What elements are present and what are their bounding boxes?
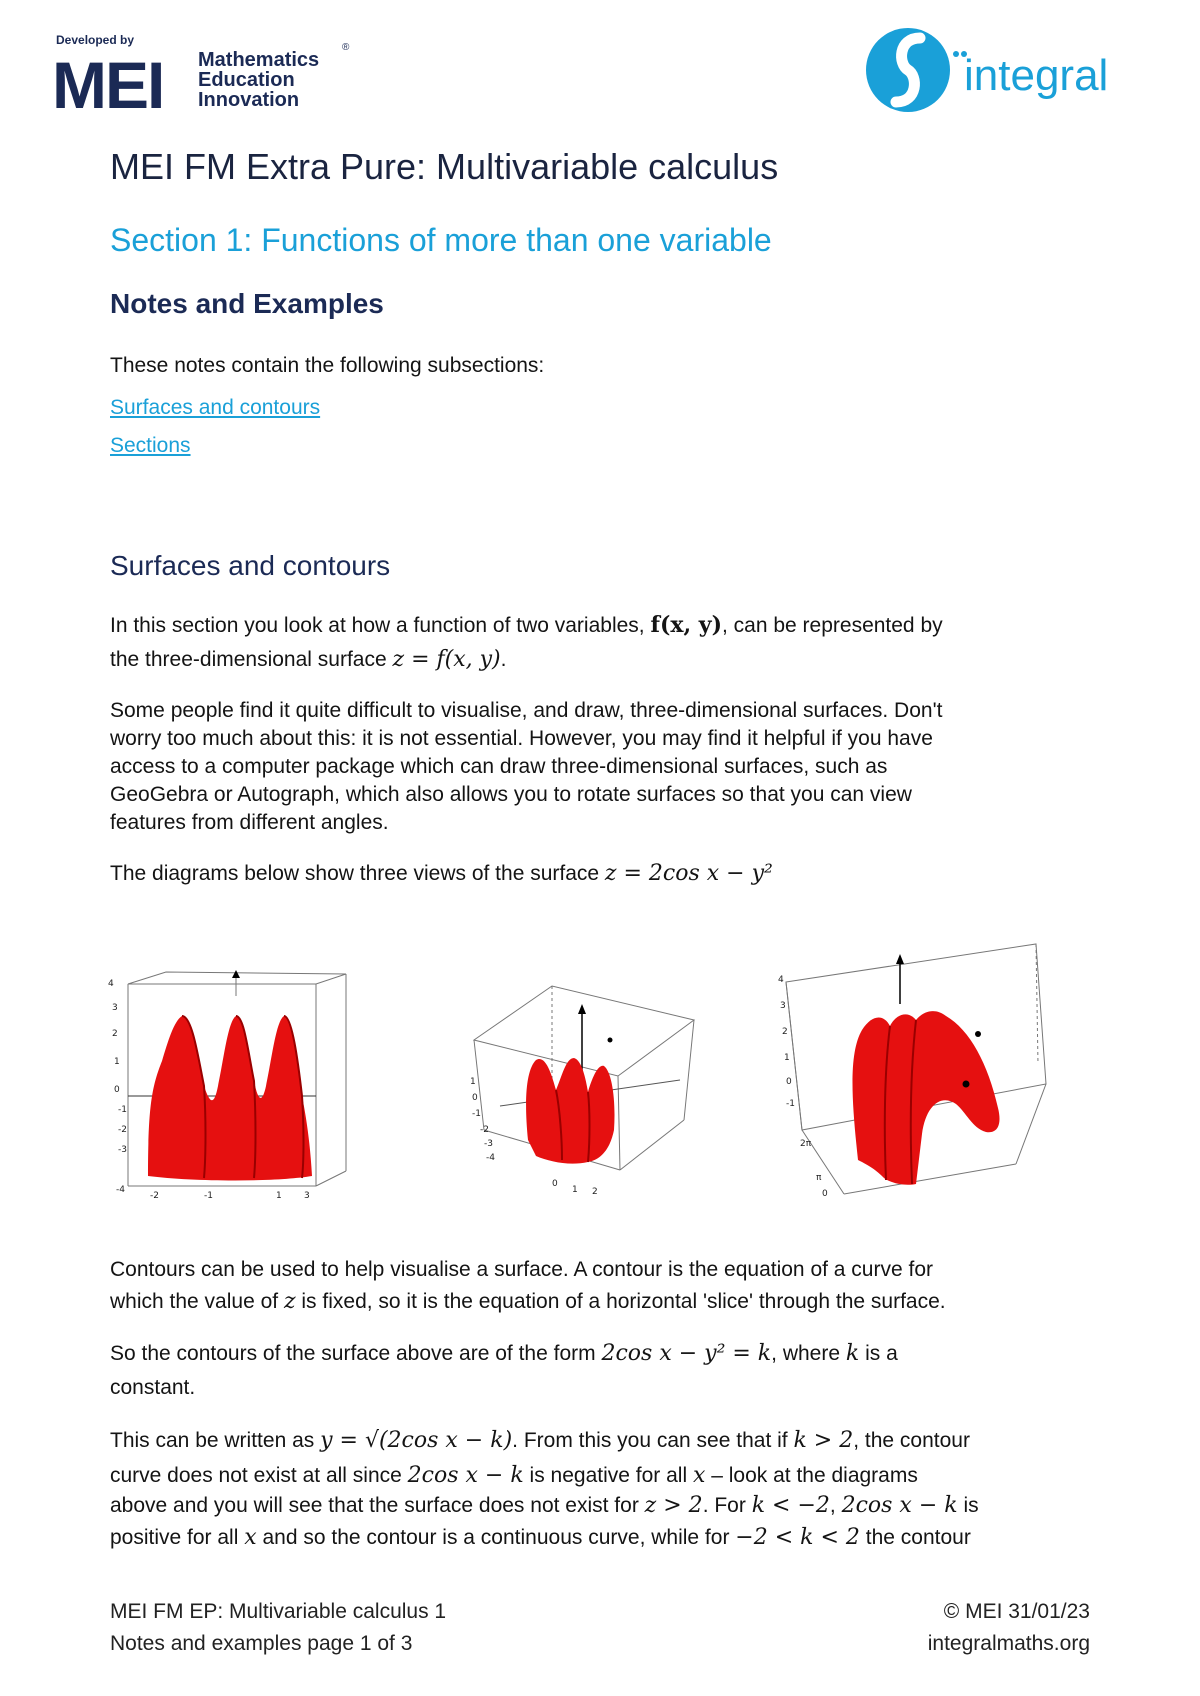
document-title: MEI FM Extra Pure: Multivariable calculus <box>110 146 779 187</box>
paragraph-1-line-1: In this section you look at how a function of two variables, f(x, y), can be represented by <box>110 612 943 638</box>
plot2-label: -2 <box>480 1125 489 1135</box>
mei-name-line3: Innovation <box>198 89 300 111</box>
plot2-label: 0 <box>472 1093 478 1103</box>
plot1-label: -3 <box>118 1145 127 1155</box>
plot1-label: 1 <box>114 1057 120 1067</box>
math-f-of-xy: f(x, y) <box>650 612 722 638</box>
plot2-label: 2 <box>592 1187 598 1197</box>
plot1-label: -1 <box>204 1191 213 1201</box>
paragraph-2-line-1: Some people find it quite difficult to visualise, and draw, three-dimensional surfaces. Don't <box>110 699 943 722</box>
plot2-label: 0 <box>552 1179 558 1189</box>
registered-mark-icon: ® <box>342 42 350 53</box>
plot3-label: 2 <box>782 1027 788 1037</box>
paragraph-6-line-2: curve does not exist at all since 2cos x − k is negative for all x – look at the diagrams <box>110 1463 918 1488</box>
paragraph-5-line-1: So the contours of the surface above are of the form 2cos x − y² = k, where k is a <box>110 1341 898 1366</box>
paragraph-3: The diagrams below show three views of the surface z = 2cos x − y² <box>110 861 773 886</box>
paragraph-6-line-3: above and you will see that the surface does not exist for z > 2. For k < −2, 2cos x − k is <box>110 1493 979 1518</box>
integral-logo <box>862 24 1162 116</box>
plot1-label: 3 <box>304 1191 310 1201</box>
paragraph-5-line-2: constant. <box>110 1376 196 1399</box>
paragraph-1-line-2: the three-dimensional surface z = f(x, y). <box>110 647 507 672</box>
integral-wordmark: integral <box>964 51 1109 100</box>
plot1-label: 1 <box>276 1191 282 1201</box>
plot1-label: -4 <box>116 1185 125 1195</box>
mei-name-line2: Education <box>198 69 295 91</box>
plot2-label: -3 <box>484 1139 493 1149</box>
paragraph-4-line-2: which the value of z is fixed, so it is the equation of a horizontal 'slice' through the surface. <box>110 1289 946 1314</box>
plot3-label: 2π <box>800 1139 812 1149</box>
plot3-label: 0 <box>822 1189 828 1199</box>
link-sections[interactable]: Sections <box>110 434 191 457</box>
footer-copyright: © MEI 31/01/23 <box>943 1600 1090 1623</box>
plot1-label: 0 <box>114 1085 120 1095</box>
plot3-label: 0 <box>786 1077 792 1087</box>
mei-wordmark: MEI <box>52 48 164 112</box>
notes-heading: Notes and Examples <box>110 288 384 319</box>
plot3-label: π <box>816 1173 822 1183</box>
intro-text: These notes contain the following subsections: <box>110 354 545 377</box>
surface-plot-front-view <box>106 966 356 1202</box>
surface-plot-angled-view <box>470 980 700 1198</box>
plot3-label: 1 <box>784 1053 790 1063</box>
paragraph-2-line-3: access to a computer package which can draw three-dimensional surfaces, such as <box>110 755 888 778</box>
plot1-label: -2 <box>118 1125 127 1135</box>
plot3-label: 4 <box>778 975 784 985</box>
footer-left <box>110 1596 446 1660</box>
plot1-label: 2 <box>112 1029 118 1039</box>
developed-by-label: Developed by <box>56 33 135 47</box>
plot2-label: -4 <box>486 1153 495 1163</box>
mei-name-line1: Mathematics <box>198 49 320 71</box>
plot2-label: -1 <box>472 1109 481 1119</box>
footer-page-number: Notes and examples page 1 of 3 <box>110 1632 413 1655</box>
surface-plot-close-view <box>766 934 1066 1202</box>
paragraph-6-line-1: This can be written as y = √(2cos x − k). From this you can see that if k > 2, the contour <box>110 1428 970 1453</box>
footer-website: integralmaths.org <box>927 1632 1090 1655</box>
math-surface-equation: z = 2cos x − y² <box>604 861 773 886</box>
footer-right <box>928 1596 1090 1660</box>
subsection-heading: Surfaces and contours <box>110 550 391 581</box>
math-z-equals-f: z = f(x, y) <box>392 647 501 672</box>
plot1-label: -1 <box>118 1105 127 1115</box>
plot1-label: 4 <box>108 979 114 989</box>
math-contour-equation: 2cos x − y² = k <box>601 1341 772 1366</box>
plot2-label: 1 <box>470 1077 476 1087</box>
paragraph-4-line-1: Contours can be used to help visualise a surface. A contour is the equation of a curve for <box>110 1258 933 1281</box>
plot1-label: 3 <box>112 1003 118 1013</box>
plot3-label: 3 <box>780 1001 786 1011</box>
footer-doc-name: MEI FM EP: Multivariable calculus 1 <box>110 1600 447 1623</box>
link-surfaces-and-contours[interactable]: Surfaces and contours <box>110 396 321 419</box>
plot3-label: -1 <box>786 1099 795 1109</box>
section-title: Section 1: Functions of more than one variable <box>110 222 772 258</box>
plot1-label: -2 <box>150 1191 159 1201</box>
math-y-equation: y = √(2cos x − k) <box>320 1428 513 1453</box>
paragraph-2-line-5: features from different angles. <box>110 811 389 834</box>
plot2-label: 1 <box>572 1185 578 1195</box>
paragraph-2-line-2: worry too much about this: it is not essential. However, you may find it helpful if you have <box>110 727 933 750</box>
paragraph-2-line-4: GeoGebra or Autograph, which also allows you to rotate surfaces so that you can view <box>110 783 912 806</box>
mei-logo <box>52 32 372 112</box>
paragraph-6-line-4: positive for all x and so the contour is a continuous curve, while for −2 < k < 2 the contour <box>110 1525 971 1550</box>
